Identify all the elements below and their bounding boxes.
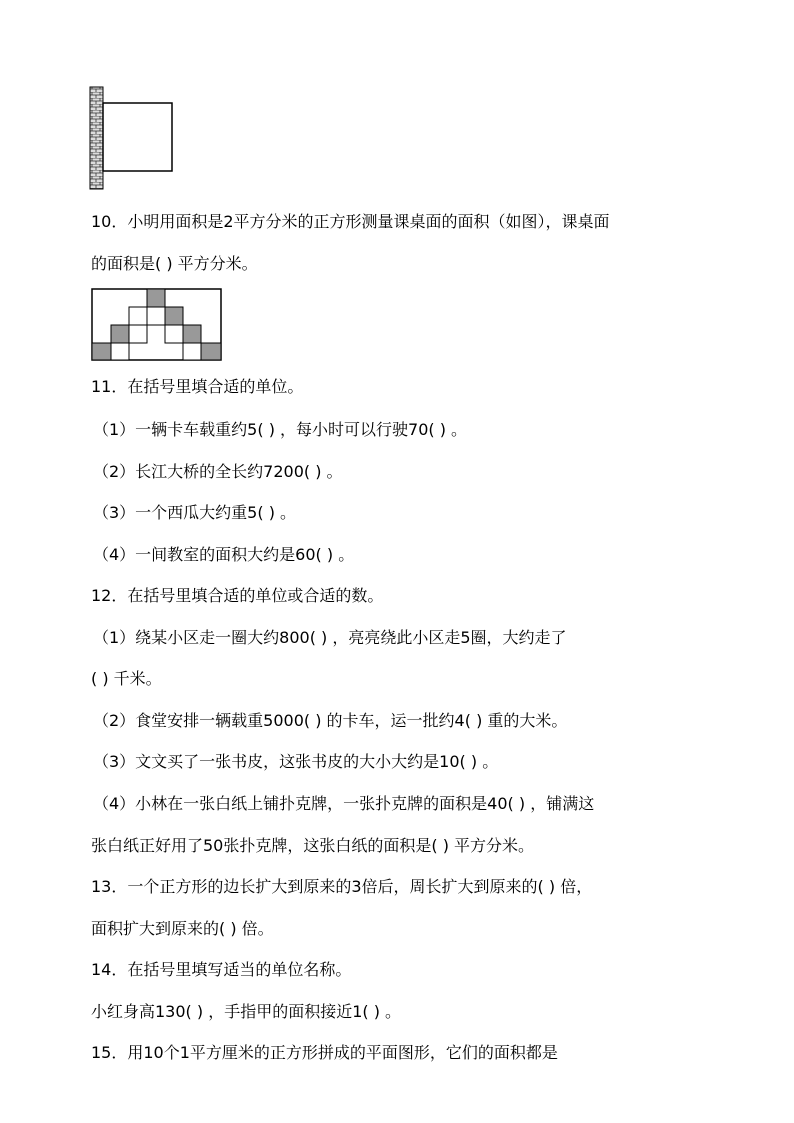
square-cell — [129, 307, 147, 325]
question-14-title: 14．在括号里填写适当的单位名称。 — [91, 960, 352, 979]
question-13-line1: 13．一个正方形的边长扩大到原来的3倍后，周长扩大到原来的( ) 倍， — [91, 877, 593, 896]
question-10-line1: 10．小明用面积是2平方分米的正方形测量课桌面的面积（如图），课桌面 — [91, 212, 610, 231]
square-cell — [92, 343, 111, 360]
square-cell — [129, 325, 147, 343]
square-cell — [183, 343, 201, 360]
question-12-item1-line1: （1）绕某小区走一圈大约800( ) ，亮亮绕此小区走5圈，大约走了 — [93, 628, 567, 647]
square-cell — [111, 343, 129, 360]
question-15-text: 15．用10个1平方厘米的正方形拼成的平面图形，它们的面积都是 — [91, 1043, 558, 1062]
question-11-item1: （1）一辆卡车载重约5( ) ，每小时可以行驶70( ) 。 — [93, 420, 468, 439]
question-12-item2: （2）食堂安排一辆载重5000( ) 的卡车，运一批约4( ) 重的大米。 — [93, 711, 568, 730]
desk-squares-figure — [91, 288, 223, 362]
square-cell — [183, 325, 201, 343]
question-11-item4: （4）一间教室的面积大约是60( ) 。 — [93, 545, 355, 564]
question-11-item2: （2）长江大桥的全长约7200( ) 。 — [93, 462, 343, 481]
question-12-item1-line2: ( ) 千米。 — [91, 669, 162, 688]
square-cell — [201, 343, 221, 360]
wall-hatch — [90, 87, 103, 189]
square-cell — [165, 307, 183, 325]
question-12-item4-line1: （4）小林在一张白纸上铺扑克牌，一张扑克牌的面积是40( ) ，铺满这 — [93, 794, 595, 813]
question-12-title: 12．在括号里填合适的单位或合适的数。 — [91, 586, 384, 605]
question-14-text: 小红身高130( ) ，手指甲的面积接近1( ) 。 — [91, 1002, 402, 1021]
question-12-item4-line2: 张白纸正好用了50张扑克牌，这张白纸的面积是( ) 平方分米。 — [91, 836, 535, 855]
question-12-item3: （3）文文买了一张书皮，这张书皮的大小大约是10( ) 。 — [93, 752, 499, 771]
question-11-title: 11．在括号里填合适的单位。 — [91, 377, 304, 396]
square-cell — [147, 307, 165, 325]
square-outline — [103, 103, 172, 171]
square-cell — [111, 325, 129, 343]
square-cell — [147, 289, 165, 307]
square-cell — [165, 325, 183, 343]
question-13-line2: 面积扩大到原来的( ) 倍。 — [91, 919, 274, 938]
question-11-item3: （3）一个西瓜大约重5( ) 。 — [93, 503, 297, 522]
question-10-line2: 的面积是( ) 平方分米。 — [91, 254, 258, 273]
wall-square-figure — [88, 86, 178, 190]
